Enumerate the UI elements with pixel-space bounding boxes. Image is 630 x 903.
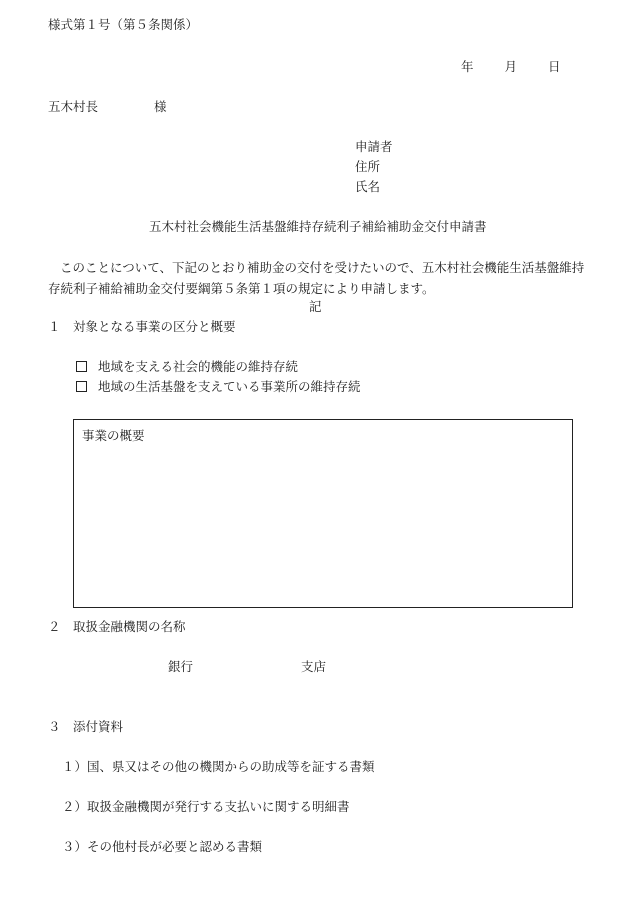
- form-number: 様式第１号（第５条関係）: [48, 17, 199, 32]
- category-option-label: 地域の生活基盤を支えている事業所の維持存続: [98, 379, 361, 394]
- checkbox[interactable]: [76, 381, 87, 392]
- date-month-label: 月: [504, 59, 518, 74]
- date-line: [461, 59, 561, 74]
- section-3-heading: ３ 添付資料: [48, 719, 124, 734]
- applicant-label: 申請者: [355, 139, 393, 154]
- date-year-label: 年: [461, 59, 474, 74]
- addressee: [48, 99, 167, 114]
- category-option-label: 地域を支える社会的機能の維持存続: [98, 359, 299, 374]
- branch-name-label: 支店: [301, 659, 327, 674]
- document-title: 五木村社会機能生活基盤維持存続利子補給補助金交付申請書: [149, 219, 487, 234]
- applicant-name-label: 氏名: [355, 179, 381, 194]
- project-overview-box[interactable]: [73, 419, 573, 608]
- attachment-item: ３）その他村長が必要と認める書類: [62, 839, 263, 854]
- attachment-item: ２）取扱金融機関が発行する支払いに関する明細書: [62, 799, 350, 814]
- section-1-heading: １ 対象となる事業の区分と概要: [48, 319, 236, 334]
- addressee-honorific: 様: [154, 99, 167, 114]
- project-overview-label: 事業の概要: [82, 428, 145, 443]
- date-day-label: 日: [548, 59, 561, 74]
- attachment-item: １）国、県又はその他の機関からの助成等を証する書類: [62, 759, 375, 774]
- addressee-title: 五木村長: [48, 99, 99, 114]
- section-2-heading: ２ 取扱金融機関の名称: [48, 619, 186, 634]
- category-option-social-function[interactable]: [76, 359, 298, 374]
- applicant-address-label: 住所: [355, 159, 381, 174]
- bank-name-label: 銀行: [168, 659, 194, 674]
- category-option-living-base[interactable]: [76, 379, 361, 394]
- body-paragraph: このことについて、下記のとおり補助金の交付を受けたいので、五木村社会機能生活基盤維持存続利子補給補助金交付要綱第５条第１項の規定により申請します。: [48, 260, 585, 296]
- ki-heading: 記: [309, 299, 322, 314]
- checkbox[interactable]: [76, 361, 87, 372]
